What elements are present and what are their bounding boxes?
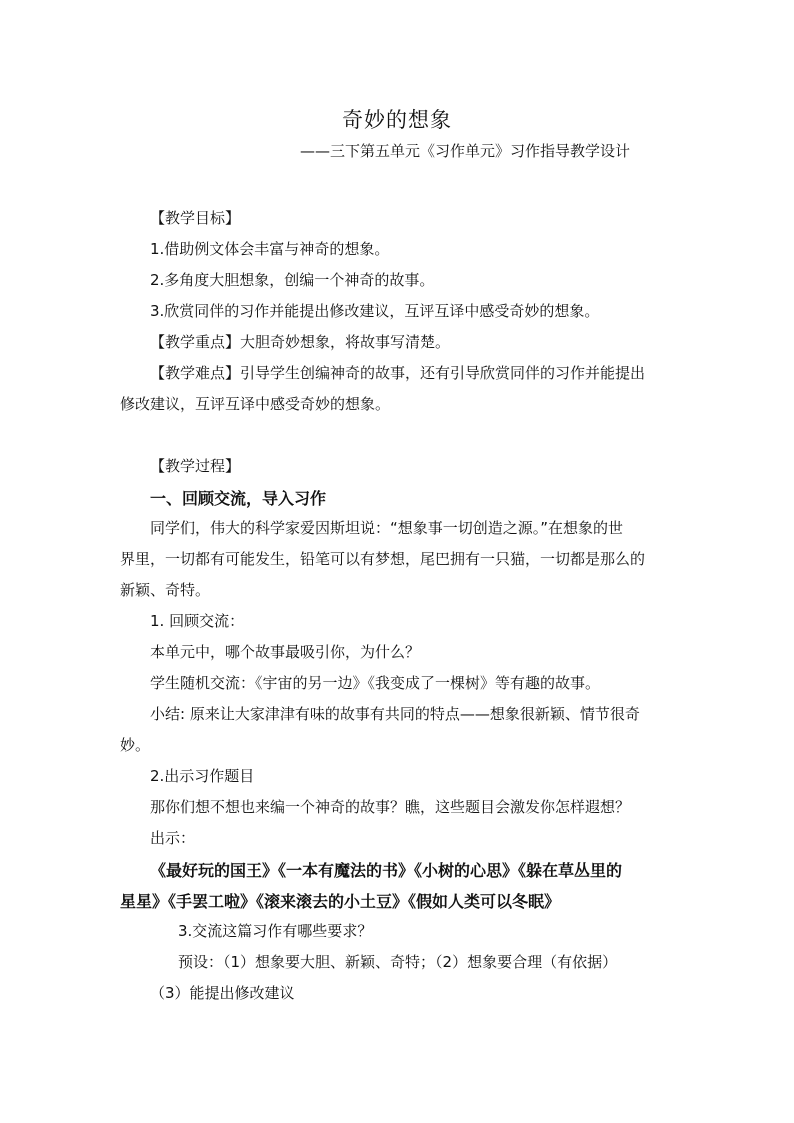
- step-1: 1. 回顾交流：: [150, 612, 245, 630]
- section-1-heading: 一、回顾交流，导入习作: [150, 489, 327, 508]
- summary-line-2: 妙。: [120, 736, 151, 754]
- topics-line-2: 星星》《手罢工啦》《滚来滚去的小土豆》《假如人类可以冬眠》: [120, 892, 561, 911]
- process-heading: 【教学过程】: [150, 457, 241, 475]
- intro-line-2: 界里，一切都有可能发生，铅笔可以有梦想，尾巴拥有一只猫，一切都是那么的: [120, 550, 646, 568]
- goals-heading: 【教学目标】: [150, 209, 241, 227]
- difficulty-label: 【教学难点】: [150, 364, 241, 382]
- goal-item-2: 2.多角度大胆想象，创编一个神奇的故事。: [150, 271, 435, 289]
- preset-line-2: （3）能提出修改建议: [150, 984, 295, 1002]
- key-point-label: 【教学重点】: [150, 333, 241, 351]
- key-point-text: 大胆奇妙想象，将故事写清楚。: [240, 333, 451, 351]
- show-label: 出示：: [150, 829, 196, 847]
- step-2: 2.出示习作题目: [150, 767, 255, 785]
- topics-line-1: 《最好玩的国王》《一本有魔法的书》《小树的心思》《躲在草丛里的: [150, 861, 623, 880]
- document-subtitle: ——三下第五单元《习作单元》习作指导教学设计: [300, 142, 631, 160]
- summary-line-1: 小结: 原来让大家津津有味的故事有共同的特点——想象很新颖、情节很奇: [150, 705, 640, 723]
- step-1-question: 本单元中，哪个故事最吸引你，为什么？: [150, 643, 421, 661]
- key-point: [150, 331, 450, 352]
- preset-line-1: 预设：（1）想象要大胆、新颖、奇特；（2）想象要合理（有依据）: [178, 953, 618, 971]
- document-title: 奇妙的想象: [342, 108, 452, 132]
- goal-item-1: 1.借助例文体会丰富与神奇的想象。: [150, 240, 390, 258]
- intro-line-3: 新颖、奇特。: [120, 581, 211, 599]
- goal-item-3: 3.欣赏同伴的习作并能提出修改建议，互评互译中感受奇妙的想象。: [150, 302, 600, 320]
- difficulty-text: 引导学生创编神奇的故事，还有引导欣赏同伴的习作并能提出: [240, 364, 646, 382]
- difficulty-line-1: [150, 362, 645, 383]
- difficulty-line-2: 修改建议，互评互译中感受奇妙的想象。: [120, 395, 391, 413]
- step-3: 3.交流这篇习作有哪些要求？: [178, 922, 373, 940]
- step-1-answer: 学生随机交流：《宇宙的另一边》《我变成了一棵树》等有趣的故事。: [150, 674, 601, 692]
- step-2-question: 那你们想不想也来编一个神奇的故事？瞧，这些题目会激发你怎样遐想？: [150, 798, 631, 816]
- intro-line-1: 同学们，伟大的科学家爱因斯坦说：“想象事一切创造之源。”在想象的世: [150, 519, 624, 537]
